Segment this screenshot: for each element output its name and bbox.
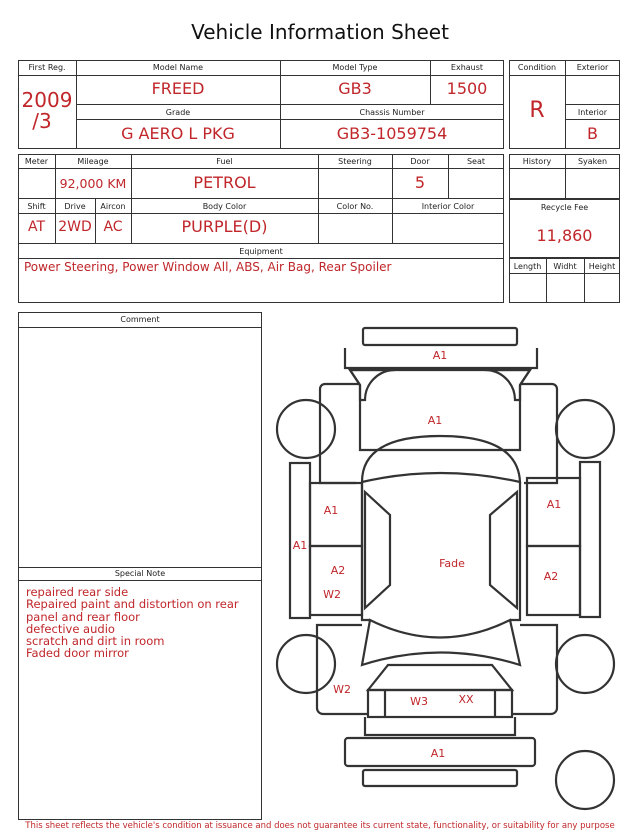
model-name-value: FREED [151, 79, 205, 98]
mileage-value: 92,000 KM [59, 176, 127, 191]
model-type-value: GB3 [338, 79, 372, 98]
mileage-label: Mileage [77, 157, 109, 166]
chassis-label: Chassis Number [359, 108, 425, 117]
mark-trunk: W3 [410, 695, 428, 708]
width-label: Widht [553, 262, 577, 271]
condition-label: Condition [517, 63, 557, 72]
mark-left-front-door: A1 [323, 504, 339, 517]
door-label: Door [410, 157, 430, 166]
special-note-label: Special Note [114, 569, 166, 578]
rear-window-shape [362, 620, 520, 665]
rear-lip-shape [363, 770, 517, 786]
trunk-shape [368, 665, 512, 690]
hood-shape [350, 370, 530, 450]
chassis-value: GB3-1059754 [336, 124, 448, 143]
condition-value: R [529, 98, 545, 123]
mark-left-side: A1 [292, 539, 308, 552]
mark-left-rear-door-2: W2 [323, 588, 341, 601]
comment-label: Comment [120, 315, 160, 324]
recycle-fee-label: Recycle Fee [540, 203, 589, 212]
first-reg-year: 2009 [21, 88, 73, 112]
special-note-item: panel and rear floor [26, 609, 140, 624]
mark-roof: Fade [439, 557, 465, 570]
grade-value: G AERO L PKG [121, 124, 235, 143]
mark-left-rear-door: A2 [330, 564, 346, 577]
special-note-item: defective audio [26, 621, 115, 636]
spare-wheel-shape [556, 751, 614, 809]
right-sill-shape [580, 462, 600, 617]
recycle-fee-value: 11,860 [536, 226, 593, 245]
front-bumper-shape [363, 328, 517, 345]
sheet-title: Vehicle Information Sheet [191, 20, 449, 44]
equipment-value: Power Steering, Power Window All, ABS, Air Bag, Rear Spoiler [24, 260, 392, 274]
steering-label: Steering [338, 157, 372, 166]
shift-value: AT [27, 219, 46, 235]
equipment-label: Equipment [239, 247, 283, 256]
left-rear-fender-shape [317, 625, 368, 714]
height-label: Height [588, 262, 616, 271]
meter-label: Meter [24, 157, 49, 166]
car-damage-diagram [270, 320, 630, 820]
interior-value: B [587, 124, 598, 143]
exhaust-value: 1500 [446, 79, 488, 98]
grade-label: Grade [165, 108, 191, 117]
left-front-fender-shape [320, 384, 360, 483]
windshield-shape [362, 436, 520, 482]
model-name-label: Model Name [152, 63, 204, 72]
aircon-value: AC [103, 219, 123, 235]
right-front-door-shape [527, 478, 580, 546]
first-reg-month: /3 [32, 109, 52, 133]
exhaust-label: Exhaust [450, 63, 484, 72]
mark-front-bumper: A1 [432, 349, 448, 362]
mark-left-quarter: W2 [333, 683, 351, 696]
disclaimer-footer: This sheet reflects the vehicle's condition at issuance and does not guarantee its current state, functionality, or suitability for any purpose [25, 821, 615, 831]
special-note-item: Repaired paint and distortion on rear [26, 597, 239, 612]
tailgate-shape [368, 690, 512, 717]
mark-trunk-2: XX [458, 693, 474, 706]
body-color-label: Body Color [202, 202, 247, 211]
color-no-label: Color No. [336, 202, 374, 211]
aircon-label: Aircon [100, 202, 126, 211]
interior-label: Interior [577, 108, 608, 117]
right-rear-fender-shape [512, 625, 557, 714]
mark-right-rear-door: A2 [543, 570, 559, 583]
right-front-wheel-shape [556, 400, 614, 458]
special-note-item: scratch and dirt in room [26, 634, 165, 649]
left-rear-door-shape [310, 546, 362, 615]
special-note-item: repaired rear side [26, 585, 129, 599]
first-reg-label: First Reg. [28, 63, 66, 72]
left-rear-wheel-shape [277, 635, 335, 693]
special-notes-list [26, 586, 239, 660]
fuel-label: Fuel [216, 157, 233, 166]
mark-rear-bumper: A1 [430, 747, 446, 760]
right-rear-wheel-shape [556, 635, 614, 693]
drive-label: Drive [64, 202, 86, 211]
exterior-label: Exterior [576, 63, 609, 72]
right-front-fender-shape [520, 384, 557, 483]
body-color-value: PURPLE(D) [181, 217, 268, 236]
comment-panel [18, 312, 262, 820]
left-a-pillar-shape [365, 492, 390, 608]
syaken-label: Syaken [577, 157, 608, 166]
fuel-value: PETROL [193, 173, 256, 192]
seat-label: Seat [466, 157, 486, 166]
right-a-pillar-shape [490, 492, 517, 608]
special-note-item: Faded door mirror [26, 646, 129, 661]
drive-value: 2WD [58, 219, 92, 235]
mark-right-front-door: A1 [546, 498, 562, 511]
interior-color-label: Interior Color [421, 202, 475, 211]
rear-base-shape [365, 717, 515, 735]
shift-label: Shift [27, 202, 46, 211]
length-label: Length [513, 262, 542, 271]
history-label: History [522, 157, 552, 166]
door-value: 5 [414, 173, 426, 192]
left-front-wheel-shape [277, 400, 335, 458]
model-type-label: Model Type [332, 63, 378, 72]
mark-hood: A1 [427, 414, 443, 427]
